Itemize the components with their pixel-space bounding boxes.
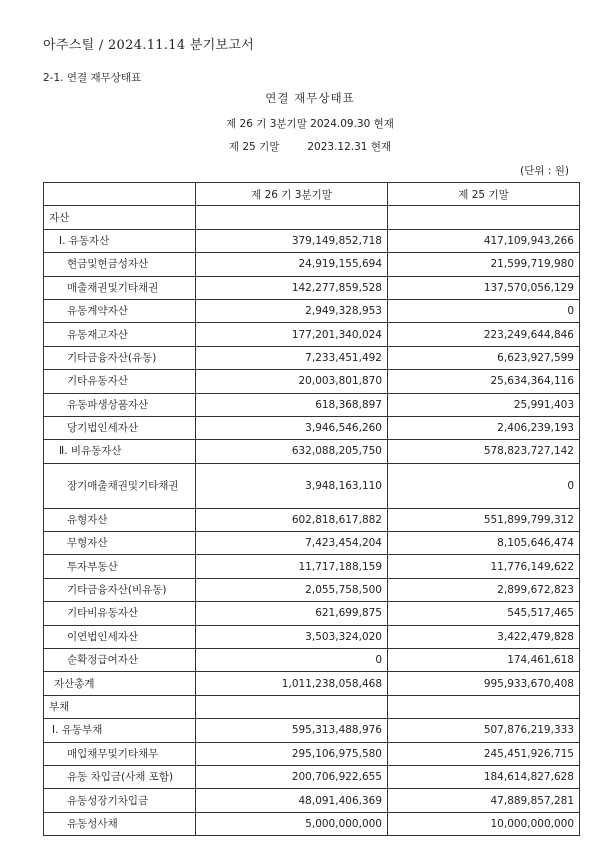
value-prior: 995,933,670,408 [388, 672, 580, 695]
row-label: 이연법인세자산 [44, 625, 196, 648]
row-label: 유형자산 [44, 508, 196, 531]
value-prior: 0 [388, 299, 580, 322]
table-row [44, 370, 580, 393]
table-row [44, 625, 580, 648]
value-prior: 3,422,479,828 [388, 625, 580, 648]
row-label: 유동성사채 [44, 812, 196, 835]
row-label: 기타비유동자산 [44, 602, 196, 625]
row-label: 장기매출채권및기타채권 [44, 463, 196, 508]
table-row [44, 508, 580, 531]
value-current: 48,091,406,369 [196, 789, 388, 812]
value-current: 621,699,875 [196, 602, 388, 625]
row-label: 유동재고자산 [44, 323, 196, 346]
value-current: 11,717,188,159 [196, 555, 388, 578]
value-current: 632,088,205,750 [196, 440, 388, 463]
table-row [44, 555, 580, 578]
row-label: 자산 [44, 206, 196, 229]
document-header: 아주스틸 / 2024.11.14 분기보고서 [43, 38, 255, 53]
value-prior: 10,000,000,000 [388, 812, 580, 835]
table-body [44, 206, 580, 836]
table-row [44, 393, 580, 416]
period-prior-label: 제 25 기말 [228, 141, 280, 153]
balance-sheet-table [43, 182, 580, 836]
value-current: 2,055,758,500 [196, 578, 388, 601]
value-current [196, 695, 388, 718]
value-current: 5,000,000,000 [196, 812, 388, 835]
table-row [44, 742, 580, 765]
row-label: 기타금융자산(비유동) [44, 578, 196, 601]
table-row [44, 719, 580, 742]
value-prior: 578,823,727,142 [388, 440, 580, 463]
table-row [44, 346, 580, 369]
value-current: 3,948,163,110 [196, 463, 388, 508]
row-label: 유동성장기차입금 [44, 789, 196, 812]
value-current: 200,706,922,655 [196, 765, 388, 788]
table-row [44, 765, 580, 788]
value-current: 24,919,155,694 [196, 253, 388, 276]
value-current: 595,313,488,976 [196, 719, 388, 742]
value-prior [388, 695, 580, 718]
value-prior [388, 206, 580, 229]
value-prior: 2,406,239,193 [388, 416, 580, 439]
section-title: 2-1. 연결 재무상태표 [43, 72, 142, 84]
value-current: 1,011,238,058,468 [196, 672, 388, 695]
table-row [44, 649, 580, 672]
table-row [44, 276, 580, 299]
row-label: 유동파생상품자산 [44, 393, 196, 416]
row-label: I. 유동부채 [44, 719, 196, 742]
value-current: 3,503,324,020 [196, 625, 388, 648]
table-row [44, 578, 580, 601]
row-label: 현금및현금성자산 [44, 253, 196, 276]
value-current: 20,003,801,870 [196, 370, 388, 393]
value-current: 177,201,340,024 [196, 323, 388, 346]
value-current: 379,149,852,718 [196, 229, 388, 252]
value-current: 142,277,859,528 [196, 276, 388, 299]
row-label: 매출채권및기타채권 [44, 276, 196, 299]
row-label: 부채 [44, 695, 196, 718]
table-row [44, 602, 580, 625]
table-row [44, 206, 580, 229]
table-row [44, 416, 580, 439]
row-label: 당기법인세자산 [44, 416, 196, 439]
row-label: 자산총계 [44, 672, 196, 695]
row-label: 유동계약자산 [44, 299, 196, 322]
value-prior: 417,109,943,266 [388, 229, 580, 252]
value-current: 618,368,897 [196, 393, 388, 416]
period-prior [0, 139, 606, 154]
row-label: 기타금융자산(유동) [44, 346, 196, 369]
value-current: 295,106,975,580 [196, 742, 388, 765]
row-label: 기타유동자산 [44, 370, 196, 393]
value-prior: 2,899,672,823 [388, 578, 580, 601]
table-row [44, 440, 580, 463]
table-row [44, 695, 580, 718]
unit-note: (단위 : 원) [520, 165, 569, 177]
value-current [196, 206, 388, 229]
report-title: 연결 재무상태표 [265, 91, 355, 105]
value-current: 0 [196, 649, 388, 672]
value-prior: 25,634,364,116 [388, 370, 580, 393]
period-prior-date: 2023.12.31 현재 [307, 141, 392, 153]
value-prior: 245,451,926,715 [388, 742, 580, 765]
value-current: 602,818,617,882 [196, 508, 388, 531]
table-row [44, 789, 580, 812]
row-label: Ⅱ. 비유동자산 [44, 440, 196, 463]
row-label: 투자부동산 [44, 555, 196, 578]
value-prior: 47,889,857,281 [388, 789, 580, 812]
column-header-prior: 제 25 기말 [388, 183, 580, 206]
table-row [44, 463, 580, 508]
table-header-row [44, 183, 580, 206]
period-current: 제 26 기 3분기말 2024.09.30 현재 [226, 118, 394, 130]
value-prior: 25,991,403 [388, 393, 580, 416]
value-prior: 0 [388, 463, 580, 508]
value-prior: 21,599,719,980 [388, 253, 580, 276]
row-label: 무형자산 [44, 532, 196, 555]
table-row [44, 229, 580, 252]
value-prior: 8,105,646,474 [388, 532, 580, 555]
row-label: 매입채무및기타채무 [44, 742, 196, 765]
value-prior: 551,899,799,312 [388, 508, 580, 531]
value-current: 7,423,454,204 [196, 532, 388, 555]
column-header-current: 제 26 기 3분기말 [196, 183, 388, 206]
value-prior: 174,461,618 [388, 649, 580, 672]
value-current: 2,949,328,953 [196, 299, 388, 322]
row-label: Ⅰ. 유동자산 [44, 229, 196, 252]
value-prior: 507,876,219,333 [388, 719, 580, 742]
value-current: 3,946,546,260 [196, 416, 388, 439]
table-row [44, 812, 580, 835]
table-row [44, 323, 580, 346]
value-current: 7,233,451,492 [196, 346, 388, 369]
table-row [44, 299, 580, 322]
column-header-item [44, 183, 196, 206]
value-prior: 184,614,827,628 [388, 765, 580, 788]
row-label: 유동 차입금(사채 포함) [44, 765, 196, 788]
value-prior: 223,249,644,846 [388, 323, 580, 346]
row-label: 순확정급여자산 [44, 649, 196, 672]
value-prior: 137,570,056,129 [388, 276, 580, 299]
table-row [44, 253, 580, 276]
value-prior: 6,623,927,599 [388, 346, 580, 369]
table-row [44, 532, 580, 555]
value-prior: 11,776,149,622 [388, 555, 580, 578]
value-prior: 545,517,465 [388, 602, 580, 625]
table-row [44, 672, 580, 695]
